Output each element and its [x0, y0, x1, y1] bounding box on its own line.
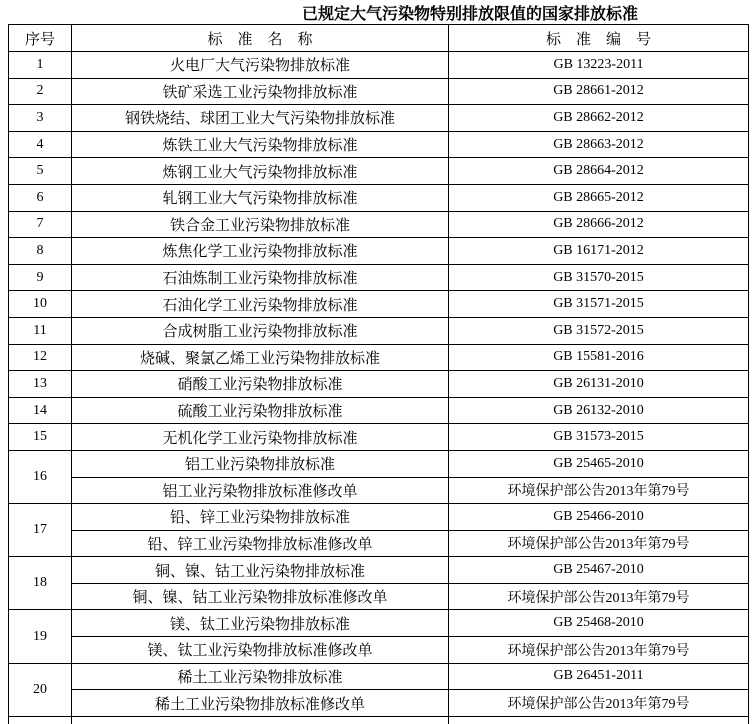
row-number-cell: 11	[9, 317, 72, 344]
standard-code-cell: GB 25466-2010	[449, 504, 749, 531]
standard-code-cell: 环境保护部公告2013年第79号	[449, 530, 749, 557]
row-number-cell: 14	[9, 397, 72, 424]
row-number-cell: 20	[9, 663, 72, 716]
standard-code-cell: GB 26451-2011	[449, 663, 749, 690]
row-number-cell: 10	[9, 291, 72, 318]
header-standard-name: 标 准 名 称	[72, 25, 449, 52]
table-row	[9, 371, 749, 398]
row-number-cell: 8	[9, 238, 72, 265]
table-row	[9, 477, 749, 504]
row-number-cell: 3	[9, 105, 72, 132]
header-row	[9, 25, 749, 52]
standard-name-cell: 烧碱、聚氯乙烯工业污染物排放标准	[72, 344, 449, 371]
standard-name-cell: 硝酸工业污染物排放标准	[72, 371, 449, 398]
table-row	[9, 637, 749, 664]
standard-name-cell: 铁合金工业污染物排放标准	[72, 211, 449, 238]
row-number-cell: 13	[9, 371, 72, 398]
standard-name-cell: 石油炼制工业污染物排放标准	[72, 264, 449, 291]
table-row	[9, 397, 749, 424]
table-row	[9, 557, 749, 584]
row-number-cell: 15	[9, 424, 72, 451]
row-number-cell: 9	[9, 264, 72, 291]
standard-code-cell: GB 25468-2010	[449, 610, 749, 637]
standard-name-cell: 铁矿采选工业污染物排放标准	[72, 78, 449, 105]
standard-name-cell: 稀土工业污染物排放标准修改单	[72, 690, 449, 717]
standard-name-cell: 铅、锌工业污染物排放标准修改单	[72, 530, 449, 557]
table-row	[9, 291, 749, 318]
standard-code-cell: GB 31570-2015	[449, 264, 749, 291]
standard-code-cell: 环境保护部公告2013年第79号	[449, 637, 749, 664]
standard-name-cell	[72, 716, 449, 724]
standard-name-cell: 火电厂大气污染物排放标准	[72, 52, 449, 79]
table-row	[9, 690, 749, 717]
page-title: 已规定大气污染物特别排放限值的国家排放标准	[302, 6, 639, 23]
partial-empty-row	[9, 716, 749, 724]
standard-code-cell: GB 31573-2015	[449, 424, 749, 451]
table-row	[9, 52, 749, 79]
standard-code-cell: GB 26131-2010	[449, 371, 749, 398]
standard-name-cell: 稀土工业污染物排放标准	[72, 663, 449, 690]
standard-code-cell: 环境保护部公告2013年第79号	[449, 690, 749, 717]
standard-code-cell: GB 25465-2010	[449, 450, 749, 477]
standard-name-cell: 炼铁工业大气污染物排放标准	[72, 131, 449, 158]
table-row	[9, 131, 749, 158]
table-row	[9, 663, 749, 690]
standard-code-cell: GB 16171-2012	[449, 238, 749, 265]
standard-name-cell: 石油化学工业污染物排放标准	[72, 291, 449, 318]
standard-code-cell: GB 28661-2012	[449, 78, 749, 105]
table-row	[9, 344, 749, 371]
table-row	[9, 211, 749, 238]
table-row	[9, 450, 749, 477]
table-body	[9, 52, 749, 724]
standard-code-cell: GB 25467-2010	[449, 557, 749, 584]
standard-code-cell: GB 28665-2012	[449, 184, 749, 211]
table-row	[9, 264, 749, 291]
table-row	[9, 317, 749, 344]
header-serial-number: 序号	[9, 25, 72, 52]
standard-code-cell: GB 13223-2011	[449, 52, 749, 79]
standard-name-cell: 炼焦化学工业污染物排放标准	[72, 238, 449, 265]
standard-code-cell: 环境保护部公告2013年第79号	[449, 477, 749, 504]
standard-code-cell: GB 28666-2012	[449, 211, 749, 238]
row-number-cell	[9, 716, 72, 724]
row-number-cell: 1	[9, 52, 72, 79]
standard-name-cell: 镁、钛工业污染物排放标准修改单	[72, 637, 449, 664]
row-number-cell: 6	[9, 184, 72, 211]
standards-table	[8, 24, 749, 724]
standard-name-cell: 铜、镍、钴工业污染物排放标准	[72, 557, 449, 584]
header-standard-code: 标 准 编 号	[449, 25, 749, 52]
standard-code-cell: GB 28663-2012	[449, 131, 749, 158]
standard-code-cell: GB 28664-2012	[449, 158, 749, 185]
standard-name-cell: 铝工业污染物排放标准	[72, 450, 449, 477]
row-number-cell: 19	[9, 610, 72, 663]
standard-name-cell: 炼钢工业大气污染物排放标准	[72, 158, 449, 185]
standard-name-cell: 硫酸工业污染物排放标准	[72, 397, 449, 424]
standard-code-cell: GB 28662-2012	[449, 105, 749, 132]
standard-code-cell: GB 15581-2016	[449, 344, 749, 371]
standard-name-cell: 无机化学工业污染物排放标准	[72, 424, 449, 451]
row-number-cell: 17	[9, 504, 72, 557]
standard-code-cell	[449, 716, 749, 724]
table-row	[9, 424, 749, 451]
row-number-cell: 16	[9, 450, 72, 503]
table-row	[9, 184, 749, 211]
standard-code-cell: 环境保护部公告2013年第79号	[449, 583, 749, 610]
standard-code-cell: GB 31571-2015	[449, 291, 749, 318]
row-number-cell: 5	[9, 158, 72, 185]
table-row	[9, 504, 749, 531]
table-row	[9, 610, 749, 637]
standard-code-cell: GB 26132-2010	[449, 397, 749, 424]
standard-name-cell: 铜、镍、钴工业污染物排放标准修改单	[72, 583, 449, 610]
row-number-cell: 4	[9, 131, 72, 158]
row-number-cell: 7	[9, 211, 72, 238]
standard-name-cell: 铅、锌工业污染物排放标准	[72, 504, 449, 531]
row-number-cell: 2	[9, 78, 72, 105]
table-row	[9, 105, 749, 132]
table-row	[9, 158, 749, 185]
standard-name-cell: 合成树脂工业污染物排放标准	[72, 317, 449, 344]
table-row	[9, 238, 749, 265]
standard-name-cell: 钢铁烧结、球团工业大气污染物排放标准	[72, 105, 449, 132]
table-row	[9, 78, 749, 105]
row-number-cell: 18	[9, 557, 72, 610]
standard-name-cell: 镁、钛工业污染物排放标准	[72, 610, 449, 637]
table-row	[9, 583, 749, 610]
table-row	[9, 530, 749, 557]
table-header	[9, 25, 749, 52]
row-number-cell: 12	[9, 344, 72, 371]
standard-code-cell: GB 31572-2015	[449, 317, 749, 344]
standard-name-cell: 轧钢工业大气污染物排放标准	[72, 184, 449, 211]
standard-name-cell: 铝工业污染物排放标准修改单	[72, 477, 449, 504]
